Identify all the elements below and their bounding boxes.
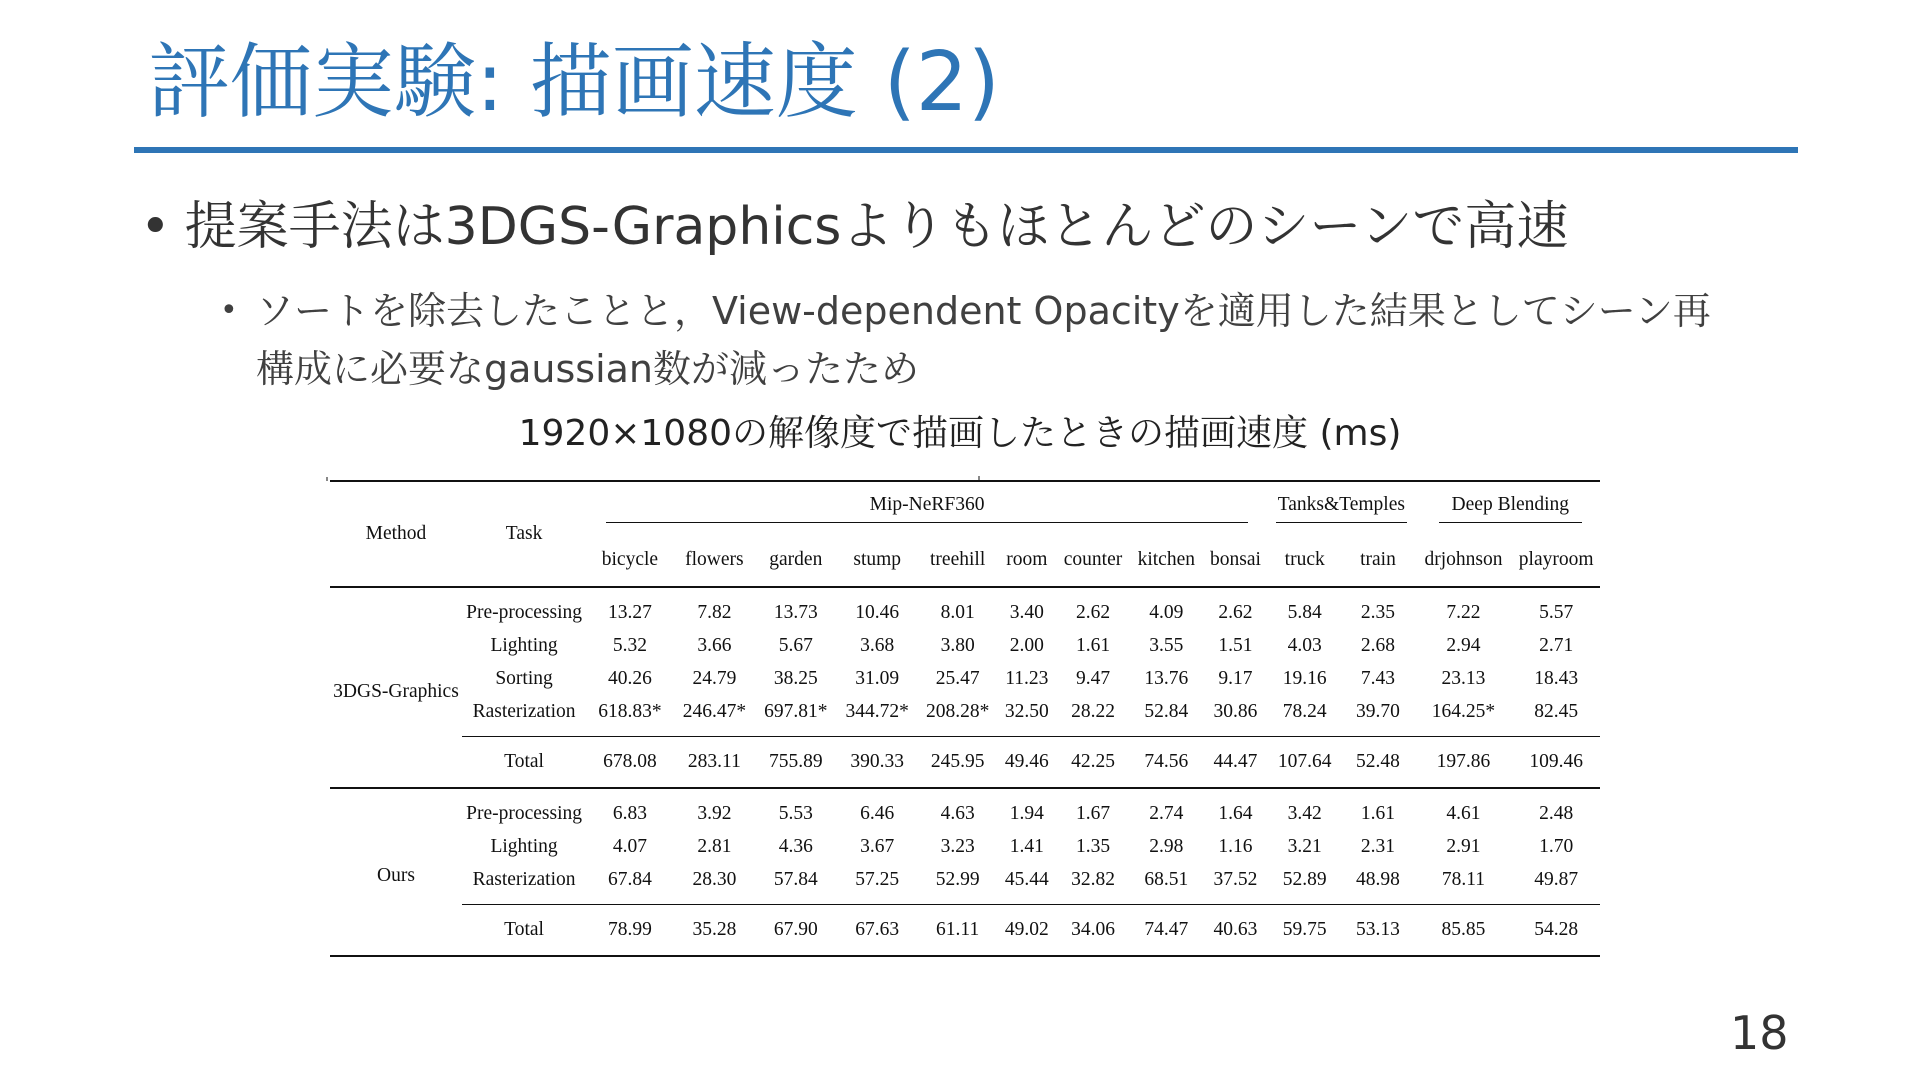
value-cell: 5.53 [778,802,813,824]
value-cell: 4.07 [612,835,647,857]
value-cell: 1.16 [1218,835,1253,857]
task-cell: Total [462,905,586,957]
value-cell: 7.22 [1446,601,1481,623]
table-row [330,830,1600,863]
value-cell: 3.21 [1287,835,1322,857]
total-value-cell: 61.11 [918,905,997,957]
value-cell: 1.41 [1009,835,1044,857]
scene-header: counter [1056,534,1129,587]
total-value-cell: 197.86 [1415,737,1513,789]
task-cell: Pre-processing [466,802,582,824]
main-bullet [140,196,1568,258]
scene-header: drjohnson [1415,534,1513,587]
value-cell: 3.67 [860,835,895,857]
total-value-cell: 283.11 [674,737,755,789]
value-cell: 697.81* [764,700,828,722]
value-cell: 13.27 [607,601,652,623]
total-value-cell: 85.85 [1415,905,1513,957]
total-value-cell: 35.28 [674,905,755,957]
value-cell: 1.70 [1539,835,1574,857]
value-cell: 3.92 [697,802,732,824]
task-cell: Total [462,737,586,789]
scene-header: kitchen [1130,534,1203,587]
group-label: Deep Blending [1439,494,1582,523]
scene-header: train [1341,534,1414,587]
total-value-cell: 49.02 [997,905,1056,957]
value-cell: 39.70 [1356,700,1400,722]
value-cell: 10.46 [855,601,900,623]
sub-bullet-text: ソートを除去したことと，View-dependent Opacityを適用した結果としてシーン再構成に必要なgaussian数が減ったため [256,289,1711,391]
total-value-cell: 54.28 [1512,905,1600,957]
sub-bullet-dot: • [220,293,238,328]
value-cell: 2.00 [1009,634,1044,656]
total-value-cell: 755.89 [755,737,836,789]
value-cell: 2.48 [1539,802,1574,824]
value-cell: 5.67 [778,634,813,656]
value-cell: 9.47 [1075,667,1111,689]
value-cell: 2.31 [1360,835,1396,857]
task-cell: Sorting [495,667,553,689]
table-row [330,662,1600,695]
value-cell: 40.26 [607,667,652,689]
value-cell: 6.83 [612,802,647,824]
total-value-cell: 109.46 [1512,737,1600,789]
value-cell: 2.71 [1539,634,1574,656]
value-cell: 28.22 [1071,700,1115,722]
value-cell: 1.35 [1075,835,1111,857]
total-value-cell: 74.56 [1130,737,1203,789]
total-value-cell: 53.13 [1341,905,1414,957]
value-cell: 3.23 [940,835,975,857]
total-value-cell: 42.25 [1056,737,1129,789]
value-cell: 3.42 [1287,802,1322,824]
value-cell: 38.25 [773,667,818,689]
value-cell: 3.68 [860,634,895,656]
value-cell: 32.50 [1004,700,1049,722]
value-cell: 49.87 [1534,868,1579,890]
value-cell: 9.17 [1218,667,1253,689]
value-cell: 2.94 [1446,634,1481,656]
scene-header: treehill [918,534,997,587]
total-value-cell: 52.48 [1341,737,1414,789]
group-label: Mip-NeRF360 [606,494,1248,523]
value-cell: 5.32 [612,634,647,656]
value-cell: 1.94 [1009,802,1044,824]
value-cell: 3.40 [1009,601,1044,623]
total-value-cell: 34.06 [1056,905,1129,957]
value-cell: 208.28* [925,700,990,722]
table-row [330,863,1600,905]
value-cell: 4.63 [940,802,975,824]
value-cell: 78.24 [1282,700,1327,722]
method-cell: Ours [330,788,462,956]
value-cell: 4.61 [1446,802,1481,824]
table-row [330,695,1600,737]
value-cell: 31.09 [855,667,900,689]
title-underline [134,147,1798,153]
value-cell: 78.11 [1441,868,1486,890]
group-header-mipnerf360 [586,481,1268,534]
table-row [330,629,1600,662]
total-value-cell: 107.64 [1268,737,1341,789]
table-row [330,587,1600,629]
value-cell: 13.73 [773,601,818,623]
total-row [330,737,1600,789]
value-cell: 2.74 [1149,802,1184,824]
value-cell: 2.98 [1149,835,1184,857]
value-cell: 67.84 [607,868,652,890]
value-cell: 52.84 [1144,700,1189,722]
method-header: Method [330,481,462,587]
scene-header: bonsai [1203,534,1268,587]
total-value-cell: 74.47 [1130,905,1203,957]
value-cell: 37.52 [1213,868,1258,890]
value-cell: 13.76 [1144,667,1189,689]
task-cell: Rasterization [472,868,576,890]
value-cell: 2.81 [697,835,732,857]
value-cell: 52.89 [1282,868,1327,890]
method-cell: 3DGS-Graphics [330,587,462,788]
value-cell: 2.35 [1360,601,1396,623]
value-cell: 57.84 [773,868,818,890]
scene-header: flowers [674,534,755,587]
value-cell: 24.79 [692,667,737,689]
value-cell: 6.46 [860,802,895,824]
total-value-cell: 40.63 [1203,905,1268,957]
total-value-cell: 59.75 [1268,905,1341,957]
value-cell: 2.62 [1075,601,1111,623]
value-cell: 3.80 [940,634,975,656]
table-caption: 1920×1080の解像度で描画したときの描画速度 (ms) [518,413,1402,454]
total-value-cell: 44.47 [1203,737,1268,789]
total-value-cell: 390.33 [837,737,918,789]
value-cell: 618.83* [598,700,662,722]
scene-header: playroom [1512,534,1600,587]
value-cell: 2.91 [1446,835,1481,857]
value-cell: 18.43 [1534,667,1579,689]
task-cell: Pre-processing [466,601,582,623]
value-cell: 3.66 [697,634,732,656]
value-cell: 25.47 [935,667,980,689]
value-cell: 52.99 [935,868,980,890]
task-cell: Lighting [490,634,558,656]
value-cell: 1.67 [1075,802,1111,824]
value-cell: 19.16 [1282,667,1327,689]
value-cell: 344.72* [845,700,909,722]
bullet-dot: • [140,197,171,257]
value-cell: 1.51 [1218,634,1253,656]
value-cell: 1.61 [1360,802,1396,824]
value-cell: 82.45 [1534,700,1579,722]
total-value-cell: 67.63 [837,905,918,957]
total-value-cell: 245.95 [918,737,997,789]
main-bullet-text: 提案手法は3DGS-Graphicsよりもほとんどのシーンで高速 [184,197,1569,257]
group-header-deep-blending [1415,481,1600,534]
scene-header: stump [837,534,918,587]
value-cell: 4.03 [1287,634,1322,656]
task-header: Task [462,481,586,587]
total-value-cell: 49.46 [997,737,1056,789]
value-cell: 32.82 [1071,868,1115,890]
value-cell: 7.43 [1360,667,1396,689]
sub-bullet [220,282,1740,398]
task-cell: Lighting [490,835,558,857]
value-cell: 48.98 [1356,868,1400,890]
value-cell: 28.30 [692,868,737,890]
total-row [330,905,1600,957]
value-cell: 23.13 [1441,667,1486,689]
slide-title: 評価実験: 描画速度 (2) [148,35,1000,130]
scan-mark [326,477,328,481]
value-cell: 57.25 [855,868,900,890]
total-value-cell: 78.99 [586,905,674,957]
group-label: Tanks&Temples [1276,494,1407,523]
scene-header: bicycle [586,534,674,587]
value-cell: 5.84 [1287,601,1322,623]
scene-header: room [997,534,1056,587]
total-value-cell: 678.08 [586,737,674,789]
value-cell: 45.44 [1004,868,1049,890]
value-cell: 7.82 [697,601,732,623]
page-number: 18 [1730,1006,1789,1060]
value-cell: 4.36 [778,835,813,857]
total-value-cell: 67.90 [755,905,836,957]
value-cell: 2.68 [1360,634,1396,656]
value-cell: 164.25* [1431,700,1496,722]
value-cell: 68.51 [1144,868,1189,890]
scene-header: garden [755,534,836,587]
value-cell: 8.01 [940,601,975,623]
value-cell: 1.61 [1075,634,1111,656]
group-header-tanks-temples [1268,481,1415,534]
value-cell: 1.64 [1218,802,1253,824]
scene-header: truck [1268,534,1341,587]
value-cell: 30.86 [1213,700,1258,722]
value-cell: 4.09 [1149,601,1184,623]
value-cell: 5.57 [1539,601,1574,623]
value-cell: 2.62 [1218,601,1253,623]
value-cell: 3.55 [1149,634,1184,656]
table-row [330,788,1600,830]
table-header-row-groups [330,481,1600,534]
value-cell: 246.47* [682,700,747,722]
timing-table [330,480,1600,957]
task-cell: Rasterization [472,700,576,722]
value-cell: 11.23 [1005,667,1049,689]
